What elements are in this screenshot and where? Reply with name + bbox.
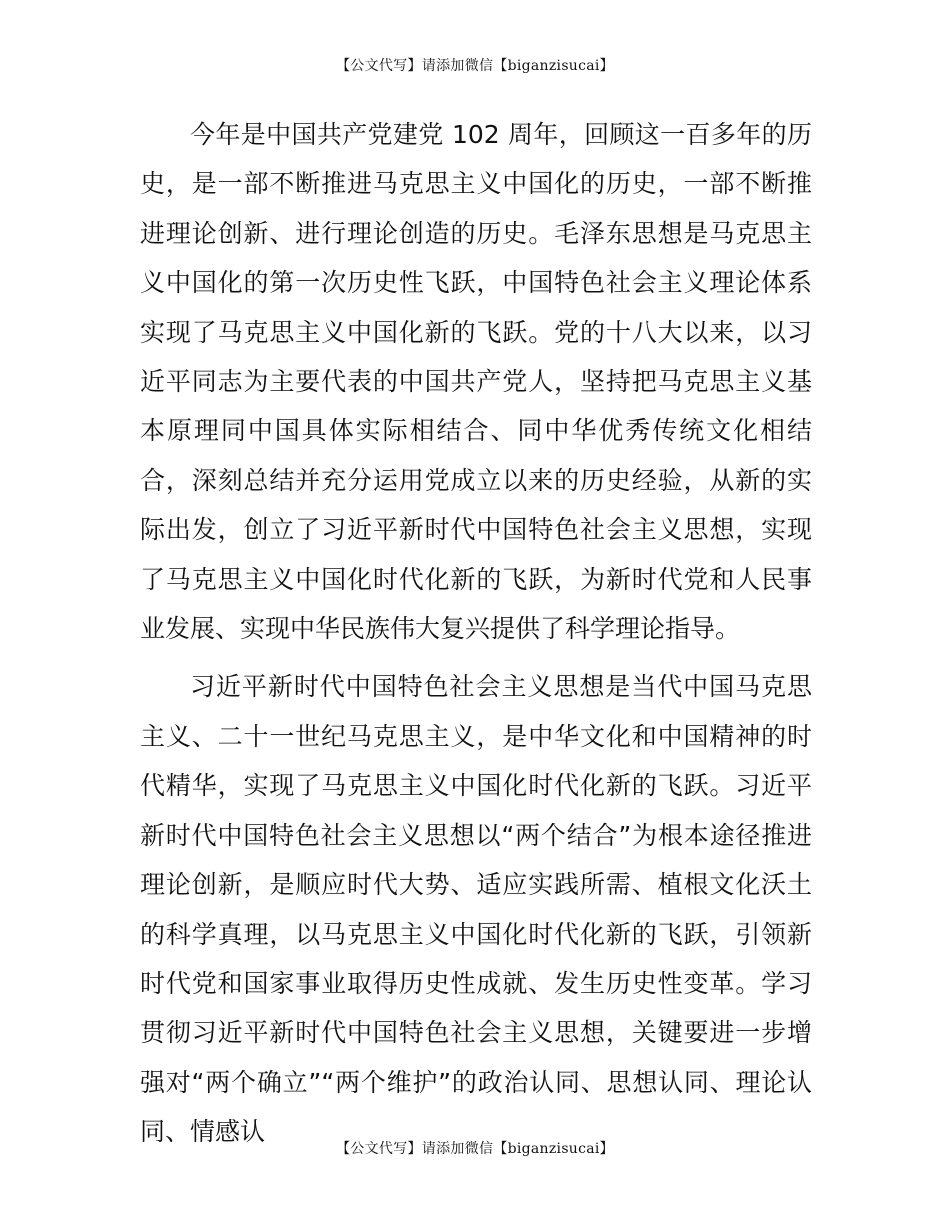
paragraph-1: 今年是中国共产党建党 102 周年，回顾这一百多年的历史，是一部不断推进马克思主义中国化的历史，一部不断推进理论创新、进行理论创造的历史。毛泽东思想是马克思主义中国化的第一次历史性飞跃，中国特色社会主义理论体系实现了马克思主义中国化新的飞跃。党的十八大以来，以习近平同志为主要代表的中国共产党人，坚持把马克思主义基本原理同中国具体实际相结合、同中华优秀传统文化相结合，深刻总结并充分运用党成立以来的历史经验，从新的实际出发，创立了习近平新时代中国特色社会主义思想，实现了马克思主义中国化时代化新的飞跃，为新时代党和人民事业发展、实现中华民族伟大复兴提供了科学理论指导。 bbox=[140, 120, 812, 644]
document-body bbox=[140, 110, 812, 1157]
page-footer: 【公文代写】请添加微信【biganzisucai】 bbox=[336, 1141, 614, 1157]
paragraph-2: 习近平新时代中国特色社会主义思想是当代中国马克思主义、二十一世纪马克思主义，是中华文化和中国精神的时代精华，实现了马克思主义中国化时代化新的飞跃。习近平新时代中国特色社会主义思想以“两个结合”为根本途径推进理论创新，是顺应时代大势、适应实践所需、植根文化沃土的科学真理，以马克思主义中国化时代化新的飞跃，引领新时代党和国家事业取得历史性成就、发生历史性变革。学习贯彻习近平新时代中国特色社会主义思想，关键要进一步增强对“两个确立”“两个维护”的政治认同、思想认同、理论认同、情感认 bbox=[140, 672, 812, 1147]
page-header: 【公文代写】请添加微信【biganzisucai】 bbox=[336, 58, 614, 74]
